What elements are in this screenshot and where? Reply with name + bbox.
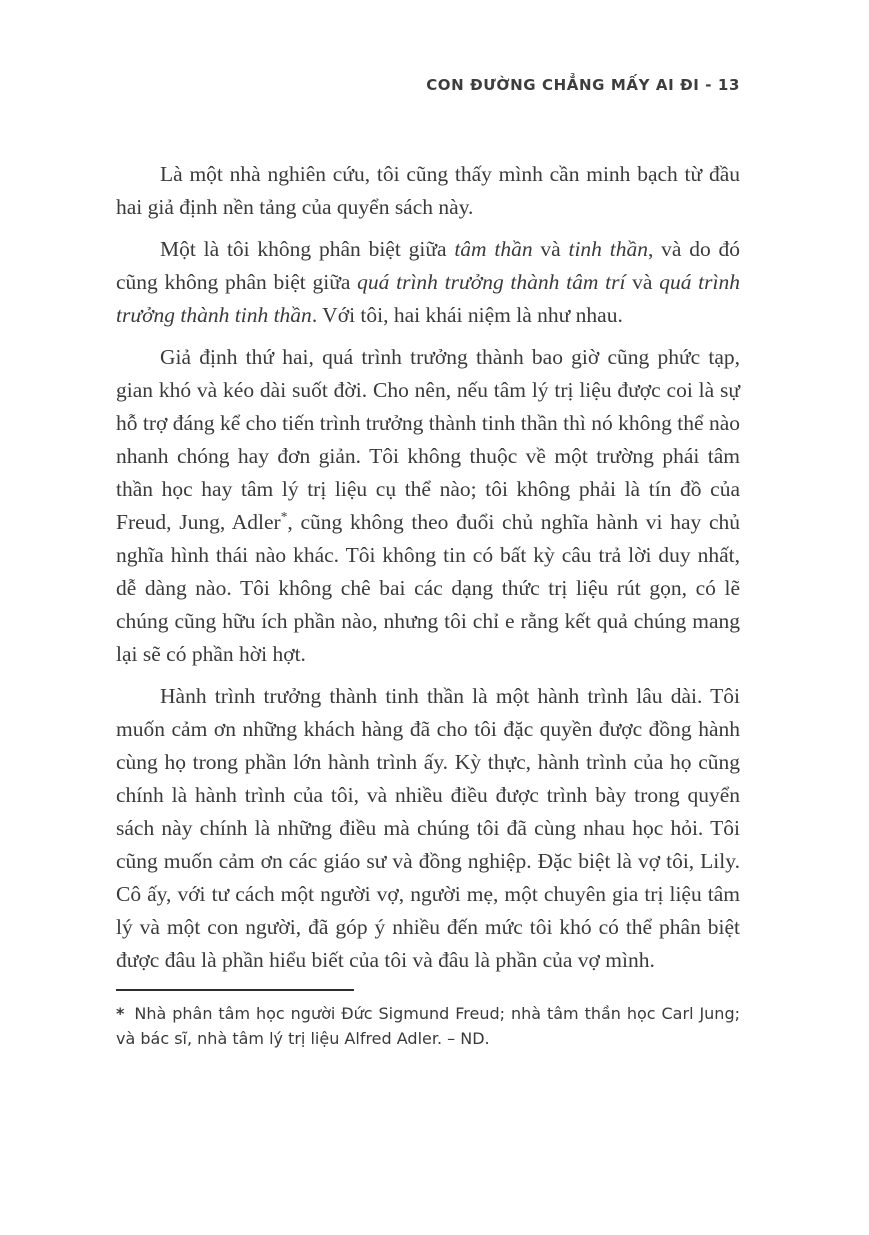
text-segment: quá trình trưởng thành tâm trí bbox=[357, 270, 626, 294]
text-segment: Hành trình trưởng thành tinh thần là một hành trình lâu dài. Tôi muốn cảm ơn những khách hàng đã cho tôi đặc quyền được đồng hành cùng họ trong phần lớn hành trình ấy. Kỳ thực, hành trình của họ cũng chính là hành trình của tôi, và nhiều điều được trình bày trong quyển sách này chính là những điều mà chúng tôi đã cùng nhau học hỏi. Tôi cũng muốn cảm ơn các giáo sư và đồng nghiệp. Đặc biệt là vợ tôi, Lily. Cô ấy, với tư cách một người vợ, người mẹ, một chuyên gia trị liệu tâm lý và một con người, đã góp ý nhiều đến mức tôi khó có thể phân biệt được đâu là phần hiểu biết của tôi và đâu là phần của vợ mình. bbox=[116, 684, 740, 972]
text-segment: , và do đó cũng không phân biệt giữa bbox=[116, 237, 741, 294]
footnote-separator bbox=[116, 989, 354, 991]
text-segment: Giả định thứ hai, quá trình trưởng thành bao giờ cũng phức tạp, gian khó và kéo dài suốt đời. Cho nên, nếu tâm lý trị liệu được coi là sự hỗ trợ đáng kể cho tiến trình trưởng thành tinh thần thì nó không thể nào nhanh chóng hay đơn giản. Tôi không thuộc về một trường phái tâm thần học hay tâm lý trị liệu cụ thể nào; tôi không phải là tín đồ của Freud, Jung, Adler bbox=[116, 345, 740, 534]
body-paragraphs bbox=[116, 158, 740, 977]
footnote bbox=[116, 1001, 740, 1051]
footnote-marker: * bbox=[116, 1004, 125, 1023]
paragraph bbox=[116, 680, 740, 977]
text-segment: tinh thần bbox=[568, 237, 648, 261]
text-segment: Là một nhà nghiên cứu, tôi cũng thấy mình cần minh bạch từ đầu hai giả định nền tảng của quyển sách này. bbox=[116, 162, 740, 219]
text-segment: , cũng không theo đuổi chủ nghĩa hành vi hay chủ nghĩa hình thái nào khác. Tôi không tin có bất kỳ câu trả lời duy nhất, dễ dàng nào. Tôi không chê bai các dạng thức trị liệu rút gọn, có lẽ chúng cũng hữu ích phần nào, nhưng tôi chỉ e rằng kết quả chúng mang lại sẽ có phần hời hợt. bbox=[116, 510, 740, 666]
footnote-area bbox=[116, 989, 740, 1051]
text-segment: tâm thần bbox=[454, 237, 533, 261]
paragraph bbox=[116, 341, 740, 671]
text-segment: . Với tôi, hai khái niệm là như nhau. bbox=[311, 303, 623, 327]
paragraph bbox=[116, 233, 740, 332]
running-header-text: CON ĐƯỜNG CHẲNG MẤY AI ĐI - 13 bbox=[426, 76, 740, 94]
paragraph bbox=[116, 158, 740, 224]
text-segment: Một là tôi không phân biệt giữa bbox=[160, 237, 455, 261]
text-segment: và bbox=[532, 237, 569, 261]
text-segment: quá trình trưởng thành tinh thần bbox=[116, 270, 740, 327]
footnote-text: Nhà phân tâm học người Đức Sigmund Freud; nhà tâm thần học Carl Jung; và bác sĩ, nhà tâm lý trị liệu Alfred Adler. – ND. bbox=[116, 1004, 740, 1048]
footnote-reference-marker: * bbox=[280, 508, 288, 524]
text-segment: và bbox=[625, 270, 660, 294]
running-header bbox=[116, 76, 740, 94]
